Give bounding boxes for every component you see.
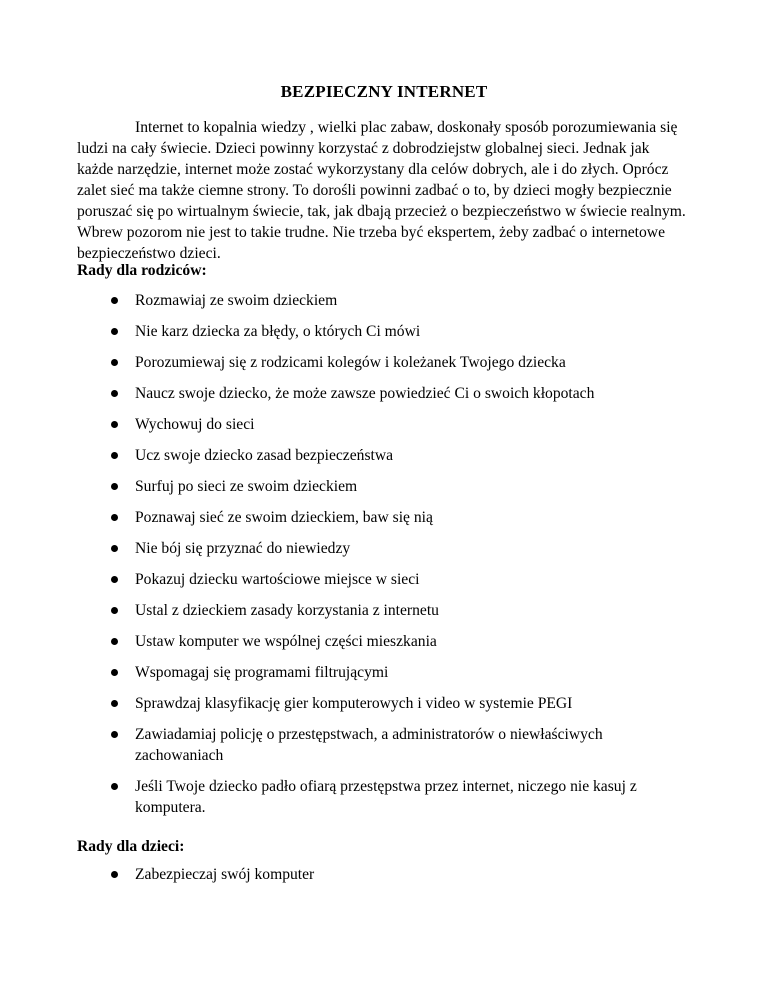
children-tips-list (77, 864, 691, 895)
list-item (77, 383, 691, 404)
bullet-icon (111, 669, 118, 676)
list-item (77, 693, 691, 714)
list-item (77, 507, 691, 528)
list-item-text: Nie karz dziecka za błędy, o których Ci mówi (135, 323, 421, 340)
bullet-icon (111, 783, 118, 790)
list-item-text: Wychowuj do sieci (135, 416, 255, 433)
intro-paragraph: Internet to kopalnia wiedzy , wielki plac zabaw, doskonały sposób porozumiewania się ludzi na cały świecie. Dzieci powinny korzystać z dobrodziejstw globalnej sieci. Jednak jak każde narzędzie, internet może zostać wykorzystany dla celów dobrych, ale i do złych. Oprócz zalet sieć ma także ciemne strony. To dorośli powinni zadbać o to, by dzieci mogły bezpiecznie poruszać się po wirtualnym świecie, tak, jak dbają przecież o bezpieczeństwo w świecie realnym. Wbrew pozorom nie jest to takie trudne. Nie trzeba być ekspertem, żeby zadbać o internetowe bezpieczeństwo dzieci. (77, 119, 686, 262)
list-item-text: Rozmawiaj ze swoim dzieckiem (135, 292, 338, 309)
list-item-text: Zawiadamiaj policję o przestępstwach, a administratorów o niewłaściwych zachowaniach (135, 726, 603, 764)
bullet-icon (111, 483, 118, 490)
list-item (77, 631, 691, 652)
bullet-icon (111, 297, 118, 304)
list-item (77, 569, 691, 590)
list-item-text: Wspomagaj się programami filtrującymi (135, 664, 389, 681)
parents-heading: Rady dla rodziców: (77, 262, 207, 279)
list-item (77, 290, 691, 311)
list-item (77, 724, 691, 766)
parents-tips-list (77, 290, 691, 828)
bullet-icon (111, 328, 118, 335)
list-item-text: Ucz swoje dziecko zasad bezpieczeństwa (135, 447, 394, 464)
list-item-text: Jeśli Twoje dziecko padło ofiarą przestępstwa przez internet, niczego nie kasuj z komputera. (135, 778, 637, 816)
list-item-text: Sprawdzaj klasyfikację gier komputerowych i video w systemie PEGI (135, 695, 573, 712)
list-item-text: Ustaw komputer we wspólnej części mieszkania (135, 633, 437, 650)
list-item (77, 662, 691, 683)
bullet-icon (111, 700, 118, 707)
bullet-icon (111, 545, 118, 552)
list-item (77, 864, 691, 885)
bullet-icon (111, 871, 118, 878)
list-item-text: Poznawaj sieć ze swoim dzieckiem, baw się nią (135, 509, 433, 526)
bullet-icon (111, 576, 118, 583)
list-item (77, 538, 691, 559)
list-item (77, 352, 691, 373)
list-item-text: Zabezpieczaj swój komputer (135, 866, 315, 883)
document-page (77, 0, 691, 994)
bullet-icon (111, 390, 118, 397)
list-item (77, 445, 691, 466)
list-item (77, 776, 691, 818)
list-item-text: Pokazuj dziecku wartościowe miejsce w sieci (135, 571, 420, 588)
list-item (77, 321, 691, 342)
list-item (77, 476, 691, 497)
bullet-icon (111, 731, 118, 738)
bullet-icon (111, 421, 118, 428)
list-item-text: Porozumiewaj się z rodzicami kolegów i koleżanek Twojego dziecka (135, 354, 566, 371)
bullet-icon (111, 359, 118, 366)
children-heading: Rady dla dzieci: (77, 838, 185, 855)
list-item-text: Ustal z dzieckiem zasady korzystania z internetu (135, 602, 439, 619)
list-item (77, 414, 691, 435)
document-title: BEZPIECZNY INTERNET (280, 82, 488, 101)
list-item-text: Surfuj po sieci ze swoim dzieckiem (135, 478, 358, 495)
list-item-text: Nie bój się przyznać do niewiedzy (135, 540, 351, 557)
bullet-icon (111, 638, 118, 645)
bullet-icon (111, 607, 118, 614)
bullet-icon (111, 452, 118, 459)
bullet-icon (111, 514, 118, 521)
list-item (77, 600, 691, 621)
list-item-text: Naucz swoje dziecko, że może zawsze powiedzieć Ci o swoich kłopotach (135, 385, 595, 402)
